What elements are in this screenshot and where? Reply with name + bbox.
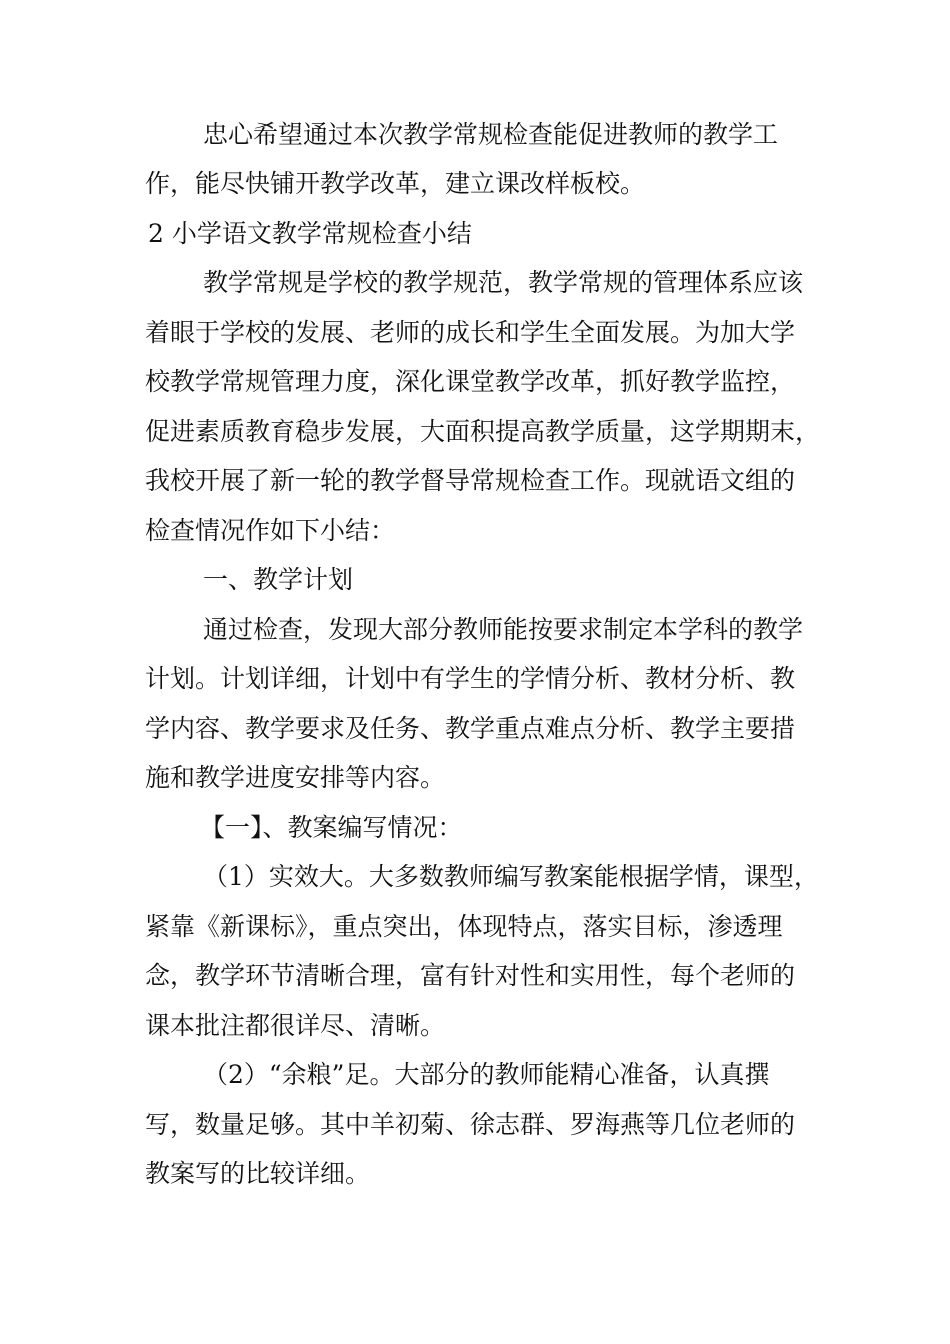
text-line: 计划。计划详细，计划中有学生的学情分析、教材分析、教 bbox=[145, 664, 796, 693]
text-line: 促进素质教育稳步发展，大面积提高教学质量，这学期期末， bbox=[145, 417, 821, 446]
text-line: 施和教学进度安排等内容。 bbox=[145, 763, 446, 792]
text-line: 忠心希望通过本次教学常规检查能促进教师的教学工 bbox=[203, 120, 779, 149]
text-line: 我校开展了新一轮的教学督导常规检查工作。现就语文组的 bbox=[145, 466, 796, 495]
text-line: （1）实效大。大多数教师编写教案能根据学情，课型， bbox=[203, 862, 819, 891]
text-line: 课本批注都很详尽、清晰。 bbox=[145, 1011, 446, 1040]
text-line: 着眼于学校的发展、老师的成长和学生全面发展。为加大学 bbox=[145, 318, 796, 347]
text-line: 校教学常规管理力度，深化课堂教学改革，抓好教学监控， bbox=[145, 367, 796, 396]
text-line: 学内容、教学要求及任务、教学重点难点分析、教学主要措 bbox=[145, 714, 796, 743]
section-heading: 2 小学语文教学常规检查小结 bbox=[148, 219, 472, 248]
text-line: 念，教学环节清晰合理，富有针对性和实用性，每个老师的 bbox=[145, 961, 796, 990]
subheading: 一、教学计划 bbox=[203, 565, 354, 594]
text-line: 教学常规是学校的教学规范，教学常规的管理体系应该 bbox=[203, 268, 804, 297]
text-line: 作，能尽快铺开教学改革，建立课改样板校。 bbox=[145, 169, 646, 198]
text-line: （2）“余粮”足。大部分的教师能精心准备，认真撰 bbox=[203, 1060, 770, 1089]
subheading: 【一】、教案编写情况： bbox=[200, 813, 463, 842]
text-line: 检查情况作如下小结： bbox=[145, 516, 396, 545]
text-line: 紧靠《新课标》，重点突出，体现特点，落实目标，渗透理 bbox=[145, 912, 783, 941]
text-line: 通过检查，发现大部分教师能按要求制定本学科的教学 bbox=[203, 615, 804, 644]
text-line: 写，数量足够。其中羊初菊、徐志群、罗海燕等几位老师的 bbox=[145, 1110, 796, 1139]
text-line: 教案写的比较详细。 bbox=[145, 1159, 371, 1188]
